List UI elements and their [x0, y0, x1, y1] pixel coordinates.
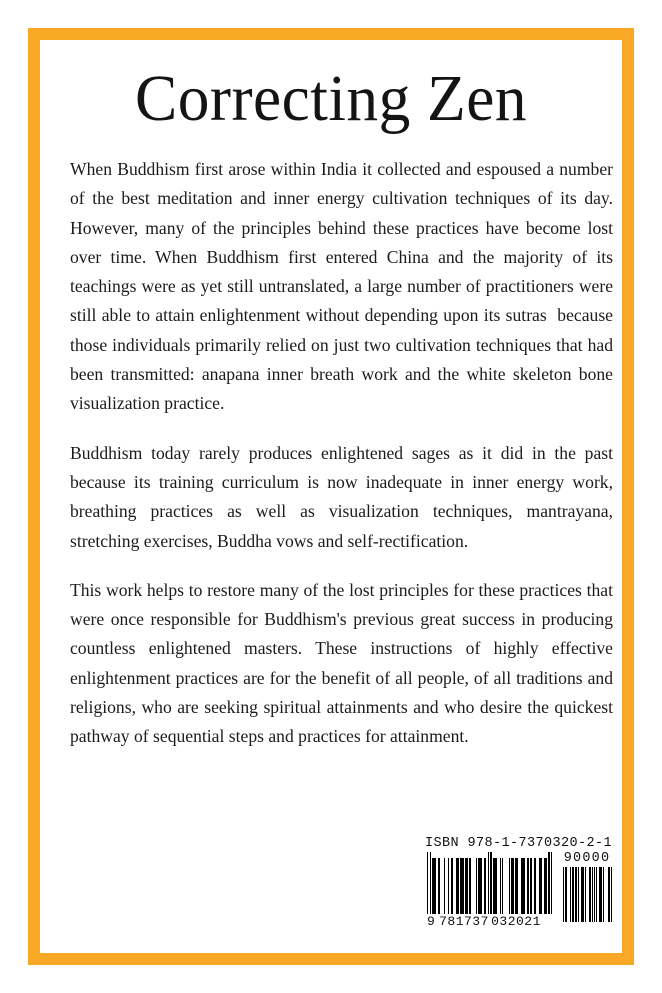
ean5-addon-barcode — [562, 852, 612, 922]
barcode-row — [404, 852, 612, 929]
ean13-bars — [427, 852, 553, 914]
ean13-lead-digit: 9 — [427, 914, 435, 929]
page-title: Correcting Zen — [134, 62, 528, 135]
blurb-paragraph-2: Buddhism today rarely produces enlightened sages as it did in the past because its training curriculum is now inadequate in inner energy work, breathing practices as well as visualization techniques, mantrayana, stretching exercises, Buddha vows and self-rectification. — [70, 442, 618, 551]
ean5-addon-bars — [562, 867, 612, 922]
isbn-label: ISBN 978-1-7370320-2-1 — [424, 836, 612, 851]
blurb-paragraph-1: When Buddhism first arose within India it collected and espoused a number of the best meditation and inner energy cultivation techniques of its day. However, many of the principles behind these practices have become lost over time. When Buddhism first entered China and the majority of its teachings were as yet still untranslated, a large number of practitioners were still able to attain enlightenment without depending upon its sutras because those individuals primarily relied on just two cultivation techniques that had been transmitted: anapana inner breath work and the white skeleton bone visualization practice. — [70, 159, 618, 414]
ean13-left-group: 781737 — [439, 914, 489, 929]
cover-inner-area — [40, 40, 622, 953]
barcode-block — [404, 836, 612, 929]
ean13-barcode — [427, 852, 553, 929]
blurb-text-block — [70, 155, 618, 752]
ean13-digits — [427, 914, 553, 929]
orange-border-frame — [28, 28, 634, 965]
ean13-right-group: 032021 — [491, 914, 541, 929]
blurb-paragraph-3: This work helps to restore many of the lost principles for these practices that were once responsible for Buddhism's previous great success in producing countless enlightened masters. These instructions of highly effective enlightenment practices are for the benefit of all people, of all traditions and religions, who are seeking spiritual attainments and who desire the quickest pathway of sequential steps and practices for attainment. — [70, 579, 618, 747]
ean5-addon-digits: 90000 — [563, 851, 611, 866]
